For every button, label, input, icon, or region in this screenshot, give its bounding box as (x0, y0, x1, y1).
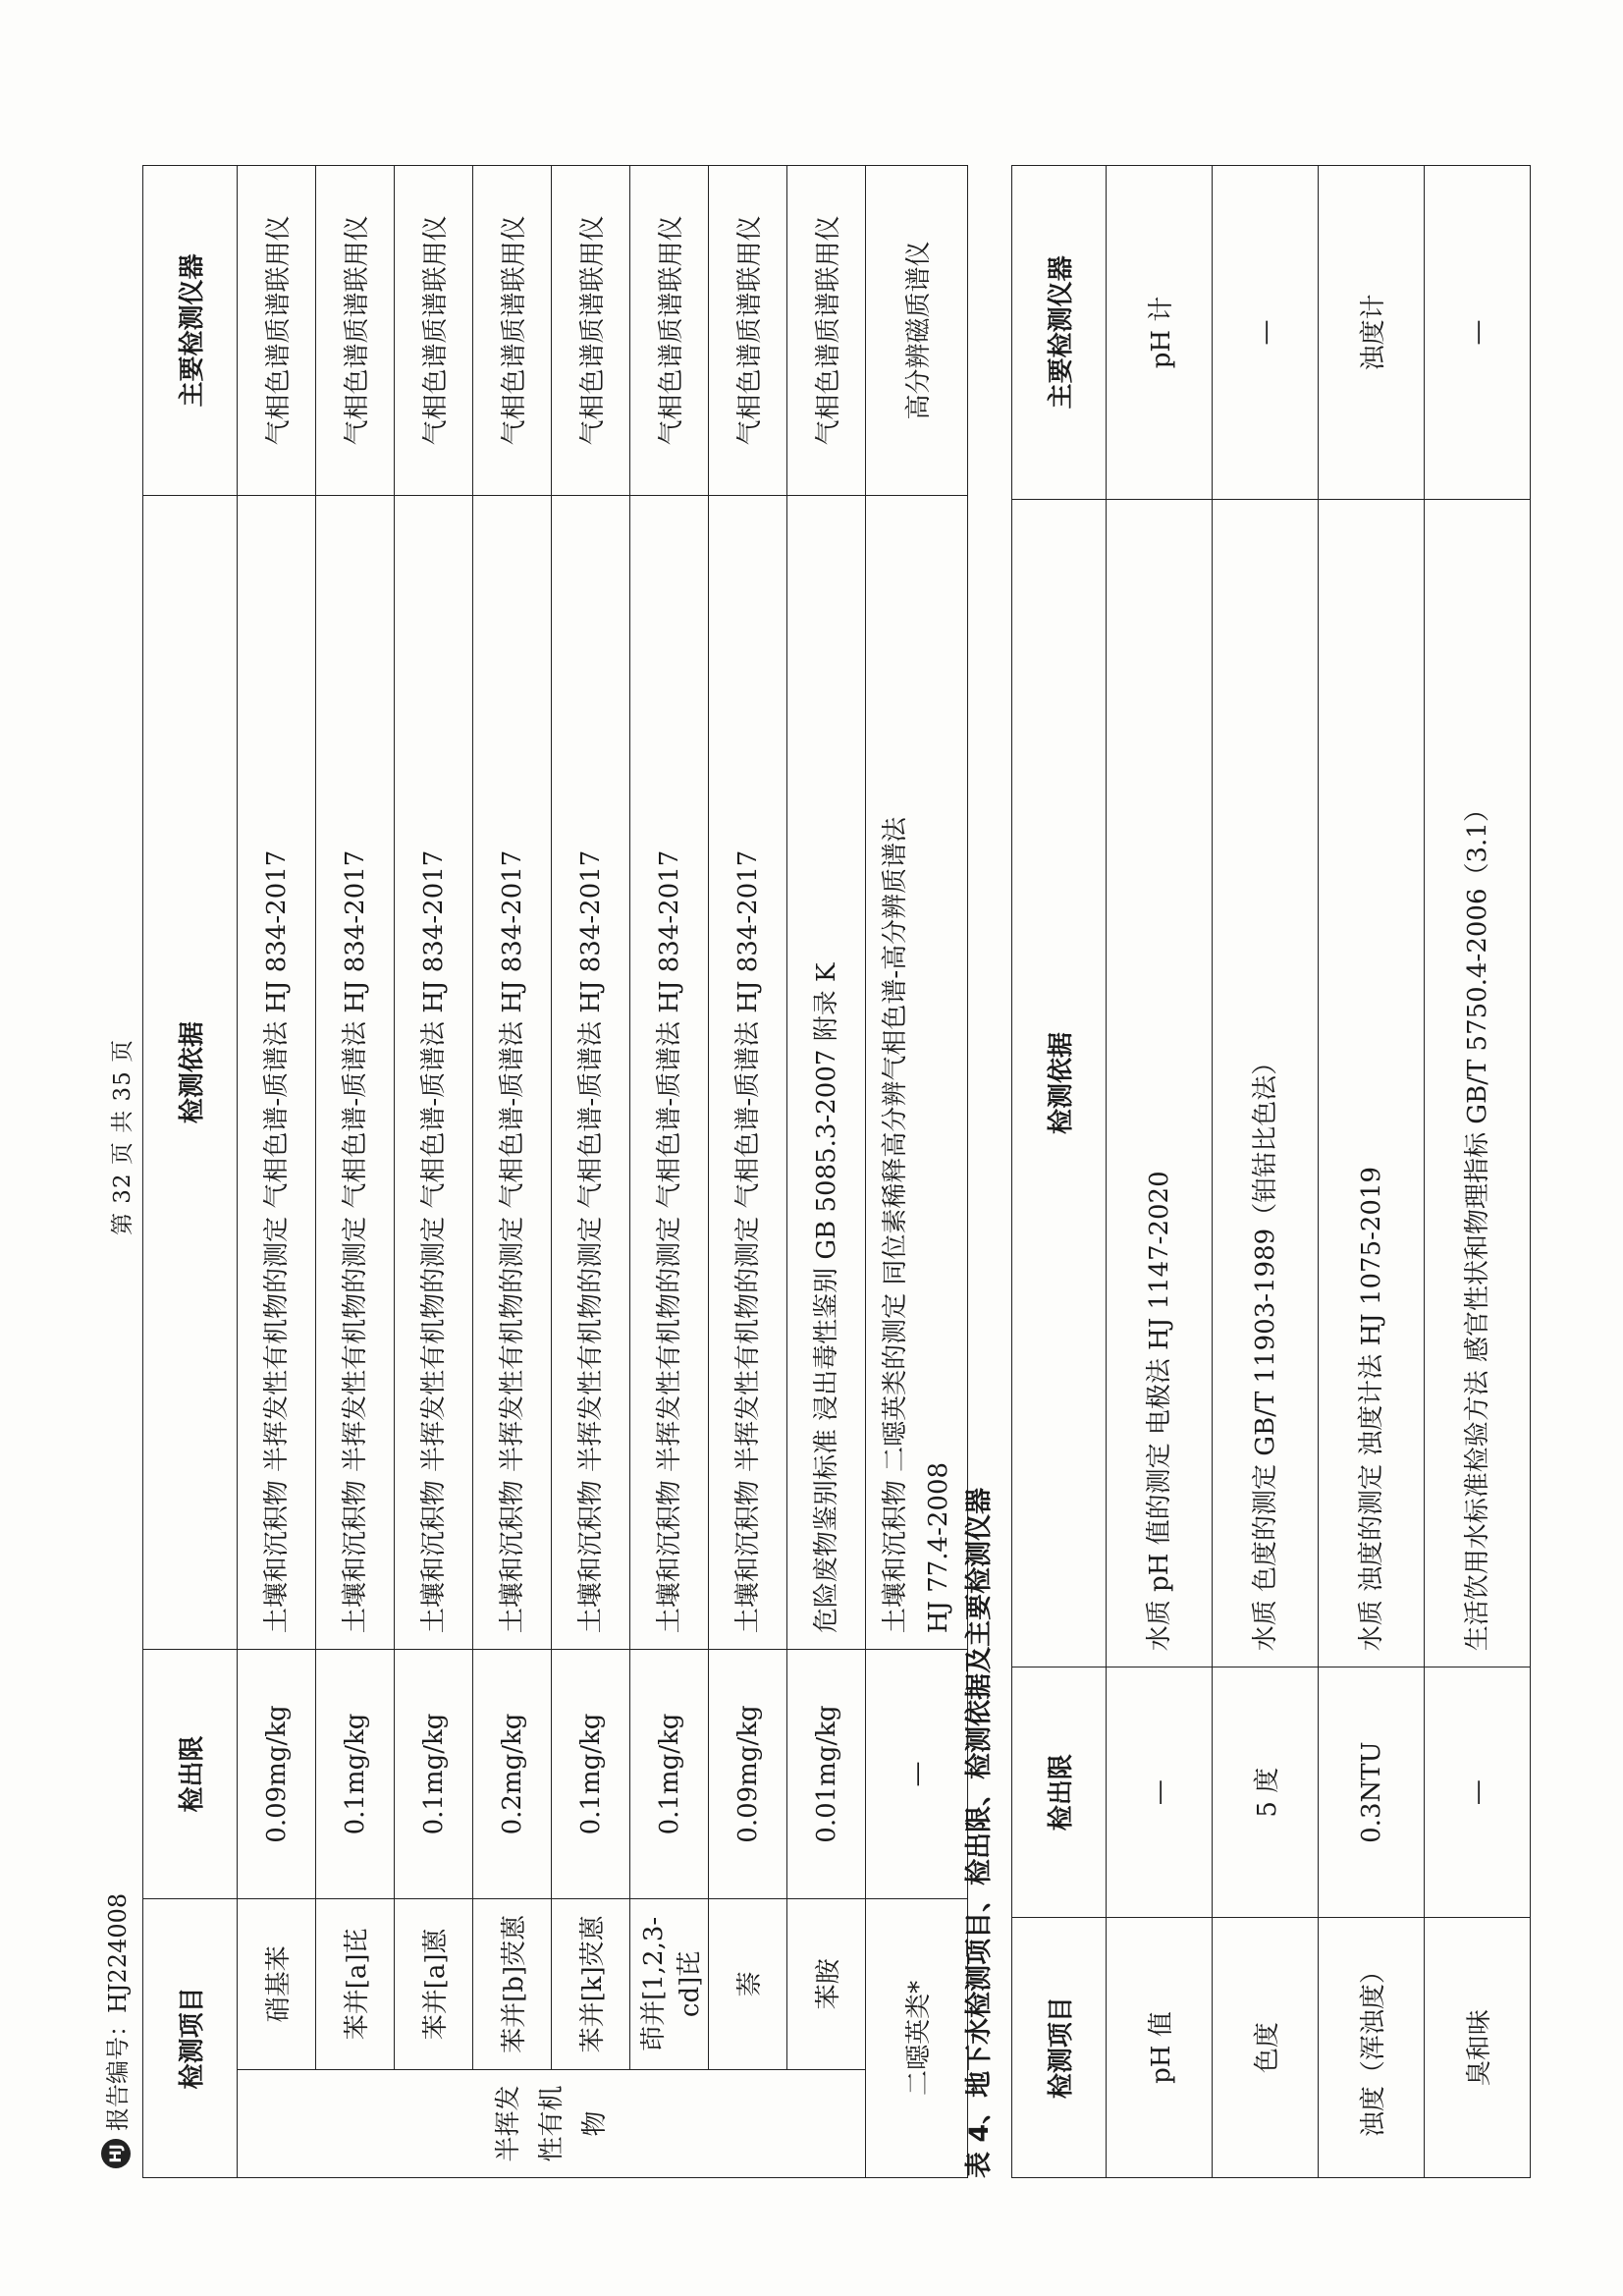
table-row (787, 166, 866, 2178)
basis-cell: 水质 色度的测定 GB/T 11903-1989（铂钴比色法） (1213, 499, 1319, 1667)
item-cell: 苯胺 (787, 1898, 866, 2069)
limit-cell: 0.09mg/kg (709, 1650, 787, 1899)
item-cell: 苯并[k]荧蒽 (552, 1898, 630, 2069)
limit-cell: 0.09mg/kg (238, 1650, 316, 1899)
instrument-cell: 气相色谱质谱联用仪 (709, 166, 787, 496)
item-cell: pH 值 (1107, 1918, 1213, 2178)
instrument-cell: 气相色谱质谱联用仪 (395, 166, 473, 496)
table-row (473, 166, 552, 2178)
page-number: 第 32 页 共 35 页 (110, 1038, 135, 1235)
table-row (1319, 166, 1425, 2178)
item-cell: 苯并[a]芘 (316, 1898, 395, 2069)
item-cell: 萘 (709, 1898, 787, 2069)
limit-cell: 0.2mg/kg (473, 1650, 552, 1899)
table2-title: 表 4、地下水检测项目、检出限、检测依据及主要检测仪器 (964, 1487, 995, 2178)
col-header-limit: 检出限 (143, 1650, 238, 1899)
instrument-cell: 气相色谱质谱联用仪 (238, 166, 316, 496)
basis-cell: 危险废物鉴别标准 浸出毒性鉴别 GB 5085.3-2007 附录 K (787, 495, 866, 1649)
limit-cell: — (866, 1650, 968, 1899)
instrument-cell: 高分辨磁质谱仪 (866, 166, 968, 496)
instrument-cell: 气相色谱质谱联用仪 (787, 166, 866, 496)
basis-cell: 土壤和沉积物 半挥发性有机物的测定 气相色谱-质谱法 HJ 834-2017 (395, 495, 473, 1649)
groundwater-table (1011, 165, 1531, 2178)
company-logo-icon: HJ (101, 2139, 131, 2168)
instrument-cell: 气相色谱质谱联用仪 (630, 166, 709, 496)
limit-cell: 0.1mg/kg (316, 1650, 395, 1899)
col-header-basis: 检测依据 (1012, 499, 1107, 1667)
table-row (1213, 166, 1319, 2178)
table-header-row (1012, 166, 1107, 2178)
report-number: 报告编号：HJ224008 (104, 1892, 132, 2131)
item-cell: 色度 (1213, 1918, 1319, 2178)
limit-cell: — (1107, 1667, 1213, 1918)
table-row (316, 166, 395, 2178)
col-header-basis: 检测依据 (143, 495, 238, 1649)
basis-cell: 土壤和沉积物 半挥发性有机物的测定 气相色谱-质谱法 HJ 834-2017 (630, 495, 709, 1649)
basis-cell: 土壤和沉积物 半挥发性有机物的测定 气相色谱-质谱法 HJ 834-2017 (552, 495, 630, 1649)
report-header (98, 1893, 133, 2168)
limit-cell: — (1425, 1667, 1531, 1918)
table-row (709, 166, 787, 2178)
table-row (552, 166, 630, 2178)
table-row (866, 166, 968, 2178)
col-header-limit: 检出限 (1012, 1667, 1107, 1918)
instrument-cell: 气相色谱质谱联用仪 (473, 166, 552, 496)
table-row (395, 166, 473, 2178)
instrument-cell: 气相色谱质谱联用仪 (552, 166, 630, 496)
item-cell: 二噁英类* (866, 1898, 968, 2177)
col-header-instrument: 主要检测仪器 (1012, 166, 1107, 500)
basis-cell: 土壤和沉积物 半挥发性有机物的测定 气相色谱-质谱法 HJ 834-2017 (473, 495, 552, 1649)
limit-cell: 0.1mg/kg (552, 1650, 630, 1899)
instrument-cell: — (1213, 166, 1319, 500)
table-row (238, 166, 316, 2178)
limit-cell: 0.1mg/kg (395, 1650, 473, 1899)
basis-cell: 水质 pH 值的测定 电极法 HJ 1147-2020 (1107, 499, 1213, 1667)
table-row (1425, 166, 1531, 2178)
basis-cell: 土壤和沉积物 半挥发性有机物的测定 气相色谱-质谱法 HJ 834-2017 (316, 495, 395, 1649)
table-row (630, 166, 709, 2178)
limit-cell: 0.01mg/kg (787, 1650, 866, 1899)
col-header-item: 检测项目 (143, 1898, 238, 2177)
limit-cell: 0.3NTU (1319, 1667, 1425, 1918)
col-header-item: 检测项目 (1012, 1918, 1107, 2178)
item-cell: 硝基苯 (238, 1898, 316, 2069)
basis-cell (866, 495, 968, 1649)
table-header-row (143, 166, 238, 2178)
item-cell: 臭和味 (1425, 1918, 1531, 2178)
item-cell: 茚并[1,2,3-cd]芘 (630, 1898, 709, 2069)
table-row (1107, 166, 1213, 2178)
item-cell: 浊度（浑浊度） (1319, 1918, 1425, 2178)
semi-volatile-table (142, 165, 968, 2178)
category-cell (238, 2069, 866, 2177)
basis-line: 土壤和沉积物 二噁英类的测定 同位素稀释高分辨气相色谱-高分辨质谱法 (880, 816, 910, 1634)
item-cell: 苯并[a]蒽 (395, 1898, 473, 2069)
instrument-cell: 气相色谱质谱联用仪 (316, 166, 395, 496)
basis-line: HJ 77.4-2008 (923, 1461, 953, 1634)
instrument-cell: — (1425, 166, 1531, 500)
category-label: 半挥发性有机物 (493, 2085, 610, 2162)
basis-cell: 水质 浊度的测定 浊度计法 HJ 1075-2019 (1319, 499, 1425, 1667)
limit-cell: 5 度 (1213, 1667, 1319, 1918)
instrument-cell: 浊度计 (1319, 166, 1425, 500)
item-cell: 苯并[b]荧蒽 (473, 1898, 552, 2069)
basis-cell: 生活饮用水标准检验方法 感官性状和物理指标 GB/T 5750.4-2006（3.1） (1425, 499, 1531, 1667)
basis-cell: 土壤和沉积物 半挥发性有机物的测定 气相色谱-质谱法 HJ 834-2017 (709, 495, 787, 1649)
col-header-instrument: 主要检测仪器 (143, 166, 238, 496)
instrument-cell: pH 计 (1107, 166, 1213, 500)
basis-cell: 土壤和沉积物 半挥发性有机物的测定 气相色谱-质谱法 HJ 834-2017 (238, 495, 316, 1649)
limit-cell: 0.1mg/kg (630, 1650, 709, 1899)
